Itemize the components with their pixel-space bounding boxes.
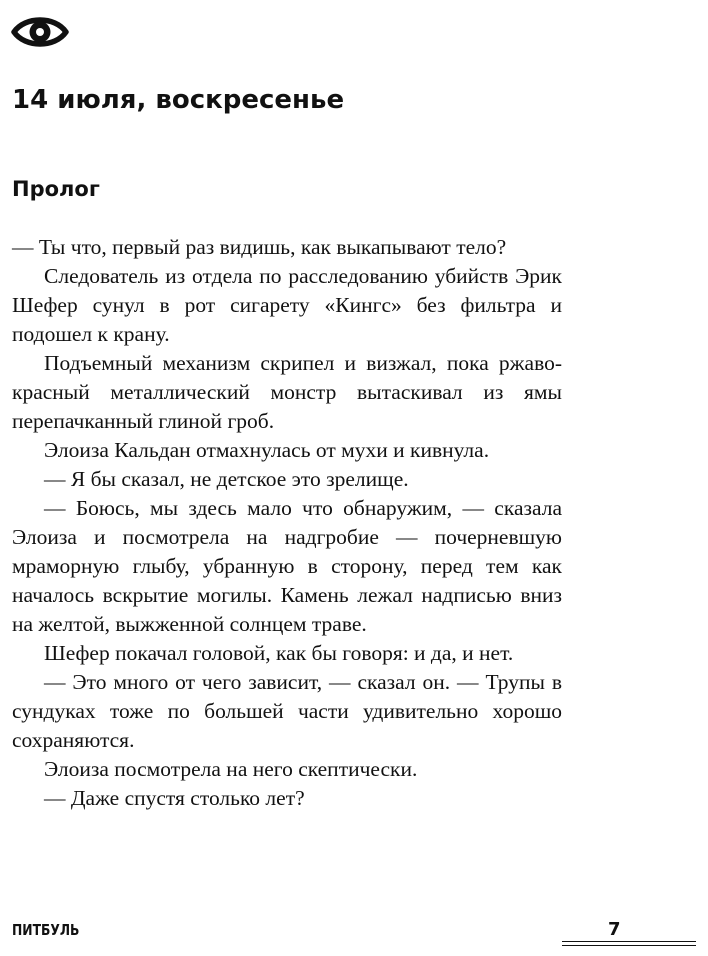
paragraph: — Боюсь, мы здесь мало что обнаружим, — сказала Элоиза и посмотрела на надгробие — почерневшую мраморную глыбу, убранную в сторону, перед тем как началось вскрытие могилы. Камень лежал надписью вниз на желтой, выжженной солнцем траве. <box>12 496 562 636</box>
paragraph: Шефер покачал головой, как бы говоря: и да, и нет. <box>44 641 514 665</box>
paragraph: — Ты что, первый раз видишь, как выкапывают тело? <box>12 235 507 259</box>
footer-rule <box>562 945 696 946</box>
paragraph: Подъемный механизм скрипел и визжал, пока ржаво-красный металлический монстр вытаскивал из ямы перепачканный глиной гроб. <box>12 351 562 433</box>
eye-icon <box>11 12 69 52</box>
section-heading: Пролог <box>12 177 100 201</box>
paragraph: Элоиза Кальдан отмахнулась от мухи и кивнула. <box>44 438 490 462</box>
paragraph: — Даже спустя столько лет? <box>44 786 305 810</box>
date-heading: 14 июля, воскресенье <box>12 85 345 115</box>
paragraph: Элоиза посмотрела на него скептически. <box>44 757 418 781</box>
footer-rule <box>562 941 696 942</box>
page-number-block <box>562 918 696 948</box>
running-title: ПИТБУЛЬ <box>12 921 80 939</box>
page-number: 7 <box>608 919 621 940</box>
paragraph: — Это много от чего зависит, — сказал он. — Трупы в сундуках тоже по большей части удивительно хорошо сохраняются. <box>12 670 562 752</box>
paragraph: Следователь из отдела по расследованию убийств Эрик Шефер сунул в рот сигарету «Кингс» без фильтра и подошел к крану. <box>12 264 562 346</box>
body-text <box>12 233 562 813</box>
paragraph: — Я бы сказал, не детское это зрелище. <box>44 467 409 491</box>
